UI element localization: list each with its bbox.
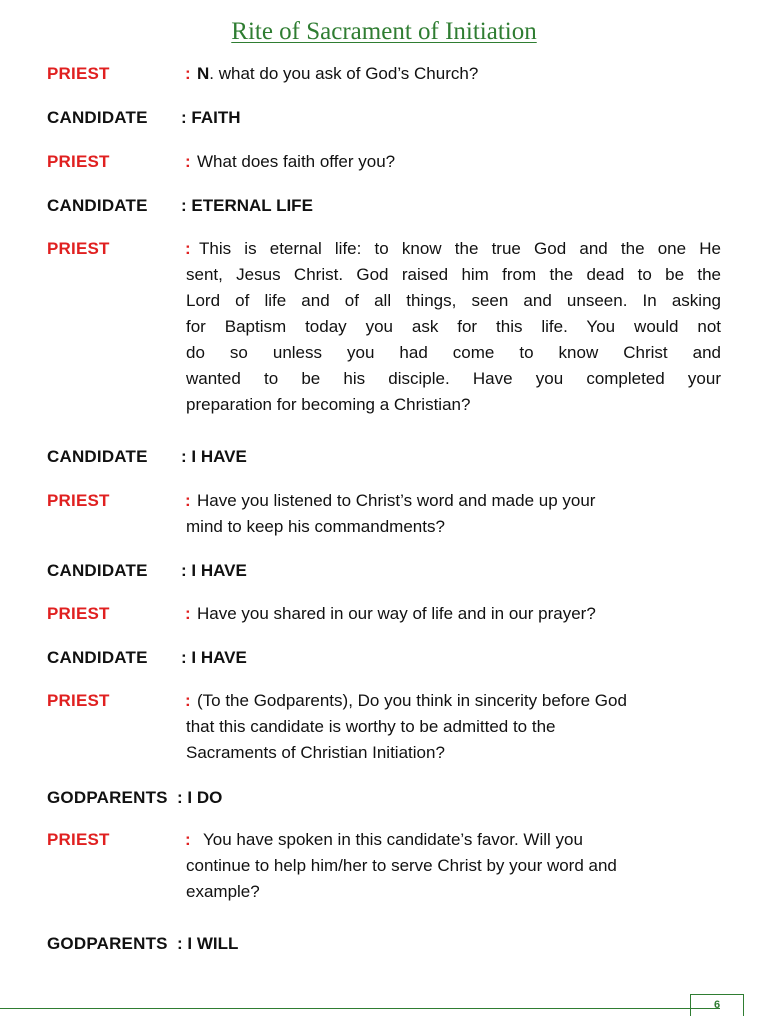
speaker-candidate: CANDIDATE [47, 561, 148, 580]
colon: : [185, 691, 191, 710]
paragraph-line: Sacraments of Christian Initiation? [186, 743, 445, 762]
paragraph-line: This is eternal life: to know the true God and the one He [199, 239, 721, 258]
paragraph-line: example? [186, 882, 260, 901]
paragraph-line: You have spoken in this candidate’s favor. Will you [203, 830, 583, 849]
speaker-candidate: CANDIDATE [47, 648, 148, 667]
speaker-priest: PRIEST [47, 491, 110, 510]
candidate-response: : FAITH [181, 108, 241, 127]
paragraph-line: sent, Jesus Christ. God raised him from the dead to be the [186, 265, 721, 284]
footer-divider [0, 1008, 720, 1009]
speaker-candidate: CANDIDATE [47, 447, 148, 466]
paragraph-line: (To the Godparents), Do you think in sincerity before God [197, 691, 627, 710]
speaker-priest: PRIEST [47, 152, 110, 171]
paragraph-line: do so unless you had come to know Christ and [186, 343, 721, 362]
candidate-response: : I HAVE [181, 648, 247, 667]
priest-line: What does faith offer you? [197, 152, 396, 171]
paragraph-line: preparation for becoming a Christian? [186, 395, 471, 414]
colon: : [185, 830, 191, 849]
speaker-candidate: CANDIDATE [47, 196, 148, 215]
colon: : [185, 491, 191, 510]
colon: : [185, 604, 191, 623]
speaker-priest: PRIEST [47, 830, 110, 849]
paragraph-line: for Baptism today you ask for this life. You would not [186, 317, 721, 336]
name-placeholder: N [197, 64, 210, 83]
speaker-candidate: CANDIDATE [47, 108, 148, 127]
speaker-priest: PRIEST [47, 64, 110, 83]
candidate-response: : I HAVE [181, 447, 247, 466]
paragraph-line: continue to help him/her to serve Christ by your word and [186, 856, 617, 875]
colon: : [185, 152, 191, 171]
priest-line: Have you shared in our way of life and in our prayer? [197, 604, 596, 623]
paragraph-line: Have you listened to Christ’s word and made up your [197, 491, 596, 510]
candidate-response: : I HAVE [181, 561, 247, 580]
page-number: 6 [690, 994, 744, 1016]
candidate-response: : ETERNAL LIFE [181, 196, 313, 215]
speaker-priest: PRIEST [47, 604, 110, 623]
godparents-response: : I WILL [177, 934, 239, 953]
colon: : [185, 64, 191, 83]
priest-line-text: . what do you ask of God’s Church? [209, 64, 479, 83]
paragraph-line: Lord of life and of all things, seen and unseen. In asking [186, 291, 721, 310]
page-title: Rite of Sacrament of Initiation [231, 18, 537, 45]
paragraph-line: that this candidate is worthy to be admitted to the [186, 717, 556, 736]
colon: : [185, 239, 191, 258]
paragraph-line: mind to keep his commandments? [186, 517, 445, 536]
godparents-response: : I DO [177, 788, 223, 807]
paragraph-line: wanted to be his disciple. Have you completed your [186, 369, 721, 388]
speaker-godparents: GODPARENTS [47, 934, 168, 953]
speaker-priest: PRIEST [47, 691, 110, 710]
speaker-priest: PRIEST [47, 239, 110, 258]
priest-line [197, 64, 478, 84]
speaker-godparents: GODPARENTS [47, 788, 168, 807]
